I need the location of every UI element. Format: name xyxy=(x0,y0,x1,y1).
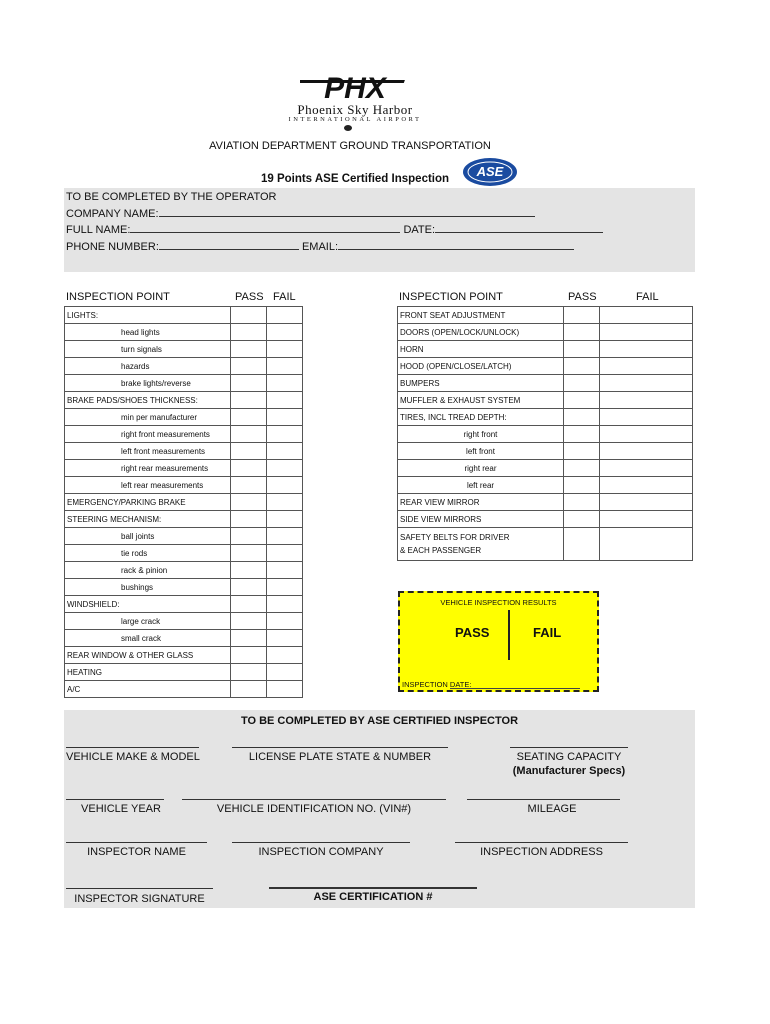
left-header-point: INSPECTION POINT xyxy=(66,291,170,303)
table-row xyxy=(65,511,303,528)
seating-note: (Manufacturer Specs) xyxy=(512,765,626,777)
table-row xyxy=(65,613,303,630)
table-row xyxy=(398,341,693,358)
right-header-point: INSPECTION POINT xyxy=(399,291,503,303)
fail-cell[interactable] xyxy=(267,647,303,664)
pass-cell[interactable] xyxy=(564,528,600,561)
airport-subtitle: INTERNATIONAL AIRPORT xyxy=(288,116,422,123)
item-label: REAR VIEW MIRROR xyxy=(398,494,564,511)
table-row xyxy=(65,647,303,664)
table-row xyxy=(65,375,303,392)
item-label: large crack xyxy=(65,613,231,630)
fail-cell[interactable] xyxy=(267,664,303,681)
table-row xyxy=(398,409,693,426)
pass-cell[interactable] xyxy=(231,664,267,681)
table-row xyxy=(398,358,693,375)
fail-cell[interactable] xyxy=(600,477,693,494)
pass-cell[interactable] xyxy=(564,324,600,341)
fail-cell[interactable] xyxy=(267,443,303,460)
item-label: left front xyxy=(398,443,564,460)
year-field[interactable] xyxy=(66,799,164,800)
table-row xyxy=(65,460,303,477)
table-row xyxy=(398,494,693,511)
pass-cell[interactable] xyxy=(564,477,600,494)
pass-cell[interactable] xyxy=(231,681,267,698)
fail-cell[interactable] xyxy=(267,341,303,358)
item-label: left front measurements xyxy=(65,443,231,460)
table-row xyxy=(65,596,303,613)
item-label: HORN xyxy=(398,341,564,358)
fail-cell[interactable] xyxy=(600,358,693,375)
full-name-label: FULL NAME: xyxy=(66,224,131,236)
pass-cell[interactable] xyxy=(231,409,267,426)
inspector-heading: TO BE COMPLETED BY ASE CERTIFIED INSPECTOR xyxy=(240,715,519,727)
item-label: FRONT SEAT ADJUSTMENT xyxy=(398,307,564,324)
table-row xyxy=(65,477,303,494)
table-row xyxy=(65,630,303,647)
item-label: BRAKE PADS/SHOES THICKNESS: xyxy=(65,392,231,409)
table-row xyxy=(65,307,303,324)
vin-field[interactable] xyxy=(182,799,446,800)
pass-cell[interactable] xyxy=(564,426,600,443)
table-row xyxy=(398,324,693,341)
pass-cell[interactable] xyxy=(231,545,267,562)
year-label: VEHICLE YEAR xyxy=(81,803,161,815)
fail-cell[interactable] xyxy=(600,426,693,443)
item-label: HEATING xyxy=(65,664,231,681)
signature-field[interactable] xyxy=(66,888,213,889)
phone-email-field[interactable] xyxy=(66,241,574,253)
pass-cell[interactable] xyxy=(231,511,267,528)
company-name-field[interactable] xyxy=(66,208,535,220)
fail-cell[interactable] xyxy=(267,494,303,511)
table-row xyxy=(398,511,693,528)
left-inspection-table xyxy=(64,306,303,698)
fail-cell[interactable] xyxy=(600,443,693,460)
cert-field[interactable] xyxy=(269,887,477,889)
fail-cell[interactable] xyxy=(600,375,693,392)
item-label: turn signals xyxy=(65,341,231,358)
ase-logo-text: ASE xyxy=(476,164,504,179)
pass-cell[interactable] xyxy=(564,494,600,511)
seating-label: SEATING CAPACITY xyxy=(516,751,622,763)
table-row xyxy=(398,426,693,443)
pass-cell[interactable] xyxy=(564,443,600,460)
ase-logo xyxy=(462,157,518,187)
item-label: A/C xyxy=(65,681,231,698)
pass-cell[interactable] xyxy=(231,528,267,545)
fail-cell[interactable] xyxy=(267,545,303,562)
address-field[interactable] xyxy=(455,842,628,843)
fail-cell[interactable] xyxy=(600,392,693,409)
fail-cell[interactable] xyxy=(267,307,303,324)
pass-cell[interactable] xyxy=(231,324,267,341)
table-row xyxy=(398,443,693,460)
item-label: tie rods xyxy=(65,545,231,562)
fail-cell[interactable] xyxy=(600,528,693,561)
seating-field[interactable] xyxy=(510,747,628,748)
inspector-name-label: INSPECTOR NAME xyxy=(87,846,186,858)
right-inspection-table xyxy=(397,306,693,561)
table-row xyxy=(398,392,693,409)
table-row xyxy=(398,307,693,324)
results-title: VEHICLE INSPECTION RESULTS xyxy=(440,598,557,607)
fail-cell[interactable] xyxy=(600,341,693,358)
phone-label: PHONE NUMBER: xyxy=(66,241,159,253)
table-row xyxy=(65,341,303,358)
make-model-label: VEHICLE MAKE & MODEL xyxy=(66,751,200,763)
safety-belts-line2: & EACH PASSENGER xyxy=(400,546,482,555)
right-header-pass: PASS xyxy=(568,291,597,303)
vehicle-results-box xyxy=(398,591,599,692)
full-name-field[interactable] xyxy=(66,224,603,236)
item-label: TIRES, INCL TREAD DEPTH: xyxy=(398,409,564,426)
fail-cell[interactable] xyxy=(267,630,303,647)
table-row xyxy=(398,460,693,477)
pass-cell[interactable] xyxy=(231,443,267,460)
make-model-field[interactable] xyxy=(66,747,199,748)
airport-name: Phoenix Sky Harbor xyxy=(297,102,413,117)
airport-emblem-icon xyxy=(343,124,353,132)
fail-cell[interactable] xyxy=(267,613,303,630)
pass-cell[interactable] xyxy=(564,392,600,409)
department-title: AVIATION DEPARTMENT GROUND TRANSPORTATION xyxy=(209,140,491,152)
pass-cell[interactable] xyxy=(231,596,267,613)
company-name-label: COMPANY NAME: xyxy=(66,208,159,220)
license-label: LICENSE PLATE STATE & NUMBER xyxy=(248,751,432,763)
fail-cell[interactable] xyxy=(267,409,303,426)
form-title: 19 Points ASE Certified Inspection xyxy=(260,173,450,185)
signature-label: INSPECTOR SIGNATURE xyxy=(74,893,205,905)
fail-cell[interactable] xyxy=(600,307,693,324)
pass-cell[interactable] xyxy=(231,307,267,324)
phx-logo xyxy=(300,66,410,104)
pass-cell[interactable] xyxy=(564,358,600,375)
item-label: ball joints xyxy=(65,528,231,545)
fail-cell[interactable] xyxy=(267,477,303,494)
item-label: MUFFLER & EXHAUST SYSTEM xyxy=(398,392,564,409)
pass-cell[interactable] xyxy=(231,358,267,375)
table-row xyxy=(65,358,303,375)
item-label: small crack xyxy=(65,630,231,647)
item-label: min per manufacturer xyxy=(65,409,231,426)
inspection-date-field[interactable] xyxy=(450,688,580,689)
left-header-fail: FAIL xyxy=(273,291,296,303)
fail-cell[interactable] xyxy=(267,511,303,528)
pass-cell[interactable] xyxy=(231,494,267,511)
cert-label: ASE CERTIFICATION # xyxy=(313,891,433,903)
operator-heading: TO BE COMPLETED BY THE OPERATOR xyxy=(66,191,277,203)
operator-section xyxy=(64,188,695,272)
pass-cell[interactable] xyxy=(564,341,600,358)
fail-cell[interactable] xyxy=(600,460,693,477)
item-label: STEERING MECHANISM: xyxy=(65,511,231,528)
company-field[interactable] xyxy=(232,842,410,843)
mileage-label: MILEAGE xyxy=(527,803,577,815)
fail-cell[interactable] xyxy=(267,375,303,392)
address-label: INSPECTION ADDRESS xyxy=(480,846,603,858)
item-label: REAR WINDOW & OTHER GLASS xyxy=(65,647,231,664)
item-label: left rear xyxy=(398,477,564,494)
item-label: SIDE VIEW MIRRORS xyxy=(398,511,564,528)
pass-cell[interactable] xyxy=(231,579,267,596)
fail-cell[interactable] xyxy=(267,681,303,698)
inspector-name-field[interactable] xyxy=(66,842,207,843)
table-row xyxy=(65,443,303,460)
fail-cell[interactable] xyxy=(600,409,693,426)
pass-cell[interactable] xyxy=(231,562,267,579)
item-label: right rear measurements xyxy=(65,460,231,477)
table-row xyxy=(65,579,303,596)
results-divider xyxy=(508,610,510,660)
item-label: right front measurements xyxy=(65,426,231,443)
pass-cell[interactable] xyxy=(564,307,600,324)
table-row xyxy=(65,545,303,562)
fail-cell[interactable] xyxy=(267,426,303,443)
table-row xyxy=(65,426,303,443)
fail-cell[interactable] xyxy=(267,324,303,341)
left-header-pass: PASS xyxy=(235,291,264,303)
table-row xyxy=(398,528,693,561)
table-row xyxy=(65,681,303,698)
item-label: rack & pinion xyxy=(65,562,231,579)
item-label xyxy=(398,528,564,561)
table-row xyxy=(65,494,303,511)
item-label: brake lights/reverse xyxy=(65,375,231,392)
result-pass[interactable]: PASS xyxy=(455,625,490,640)
vin-label: VEHICLE IDENTIFICATION NO. (VIN#) xyxy=(216,803,412,815)
item-label: head lights xyxy=(65,324,231,341)
pass-cell[interactable] xyxy=(564,409,600,426)
inspection-date-label: INSPECTION DATE: xyxy=(402,680,472,689)
company-label: INSPECTION COMPANY xyxy=(258,846,384,858)
pass-cell[interactable] xyxy=(564,375,600,392)
fail-cell[interactable] xyxy=(267,596,303,613)
pass-cell[interactable] xyxy=(231,426,267,443)
date-label: DATE: xyxy=(403,224,436,236)
item-label: DOORS (OPEN/LOCK/UNLOCK) xyxy=(398,324,564,341)
pass-cell[interactable] xyxy=(231,460,267,477)
item-label: BUMPERS xyxy=(398,375,564,392)
fail-cell[interactable] xyxy=(600,324,693,341)
phx-logo-text: PHX xyxy=(324,72,386,104)
safety-belts-line1: SAFETY BELTS FOR DRIVER xyxy=(400,533,510,542)
table-row xyxy=(65,664,303,681)
item-label: WINDSHIELD: xyxy=(65,596,231,613)
email-label: EMAIL: xyxy=(301,241,339,253)
table-row xyxy=(65,324,303,341)
fail-cell[interactable] xyxy=(267,358,303,375)
license-field[interactable] xyxy=(232,747,448,748)
table-row xyxy=(398,375,693,392)
item-label: HOOD (OPEN/CLOSE/LATCH) xyxy=(398,358,564,375)
mileage-field[interactable] xyxy=(467,799,620,800)
item-label: left rear measurements xyxy=(65,477,231,494)
item-label: right front xyxy=(398,426,564,443)
fail-cell[interactable] xyxy=(267,528,303,545)
pass-cell[interactable] xyxy=(231,341,267,358)
inspector-section xyxy=(64,710,695,908)
table-row xyxy=(65,528,303,545)
table-row xyxy=(65,409,303,426)
pass-cell[interactable] xyxy=(231,647,267,664)
item-label: bushings xyxy=(65,579,231,596)
table-row xyxy=(398,477,693,494)
pass-cell[interactable] xyxy=(231,375,267,392)
pass-cell[interactable] xyxy=(231,392,267,409)
item-label: hazards xyxy=(65,358,231,375)
fail-cell[interactable] xyxy=(267,579,303,596)
fail-cell[interactable] xyxy=(267,460,303,477)
right-header-fail: FAIL xyxy=(636,291,659,303)
result-fail[interactable]: FAIL xyxy=(533,625,562,640)
fail-cell[interactable] xyxy=(267,392,303,409)
fail-cell[interactable] xyxy=(267,562,303,579)
item-label: EMERGENCY/PARKING BRAKE xyxy=(65,494,231,511)
pass-cell[interactable] xyxy=(564,460,600,477)
fail-cell[interactable] xyxy=(600,494,693,511)
pass-cell[interactable] xyxy=(564,511,600,528)
item-label: right rear xyxy=(398,460,564,477)
table-row xyxy=(65,562,303,579)
table-row xyxy=(65,392,303,409)
pass-cell[interactable] xyxy=(231,630,267,647)
pass-cell[interactable] xyxy=(231,613,267,630)
fail-cell[interactable] xyxy=(600,511,693,528)
pass-cell[interactable] xyxy=(231,477,267,494)
item-label: LIGHTS: xyxy=(65,307,231,324)
